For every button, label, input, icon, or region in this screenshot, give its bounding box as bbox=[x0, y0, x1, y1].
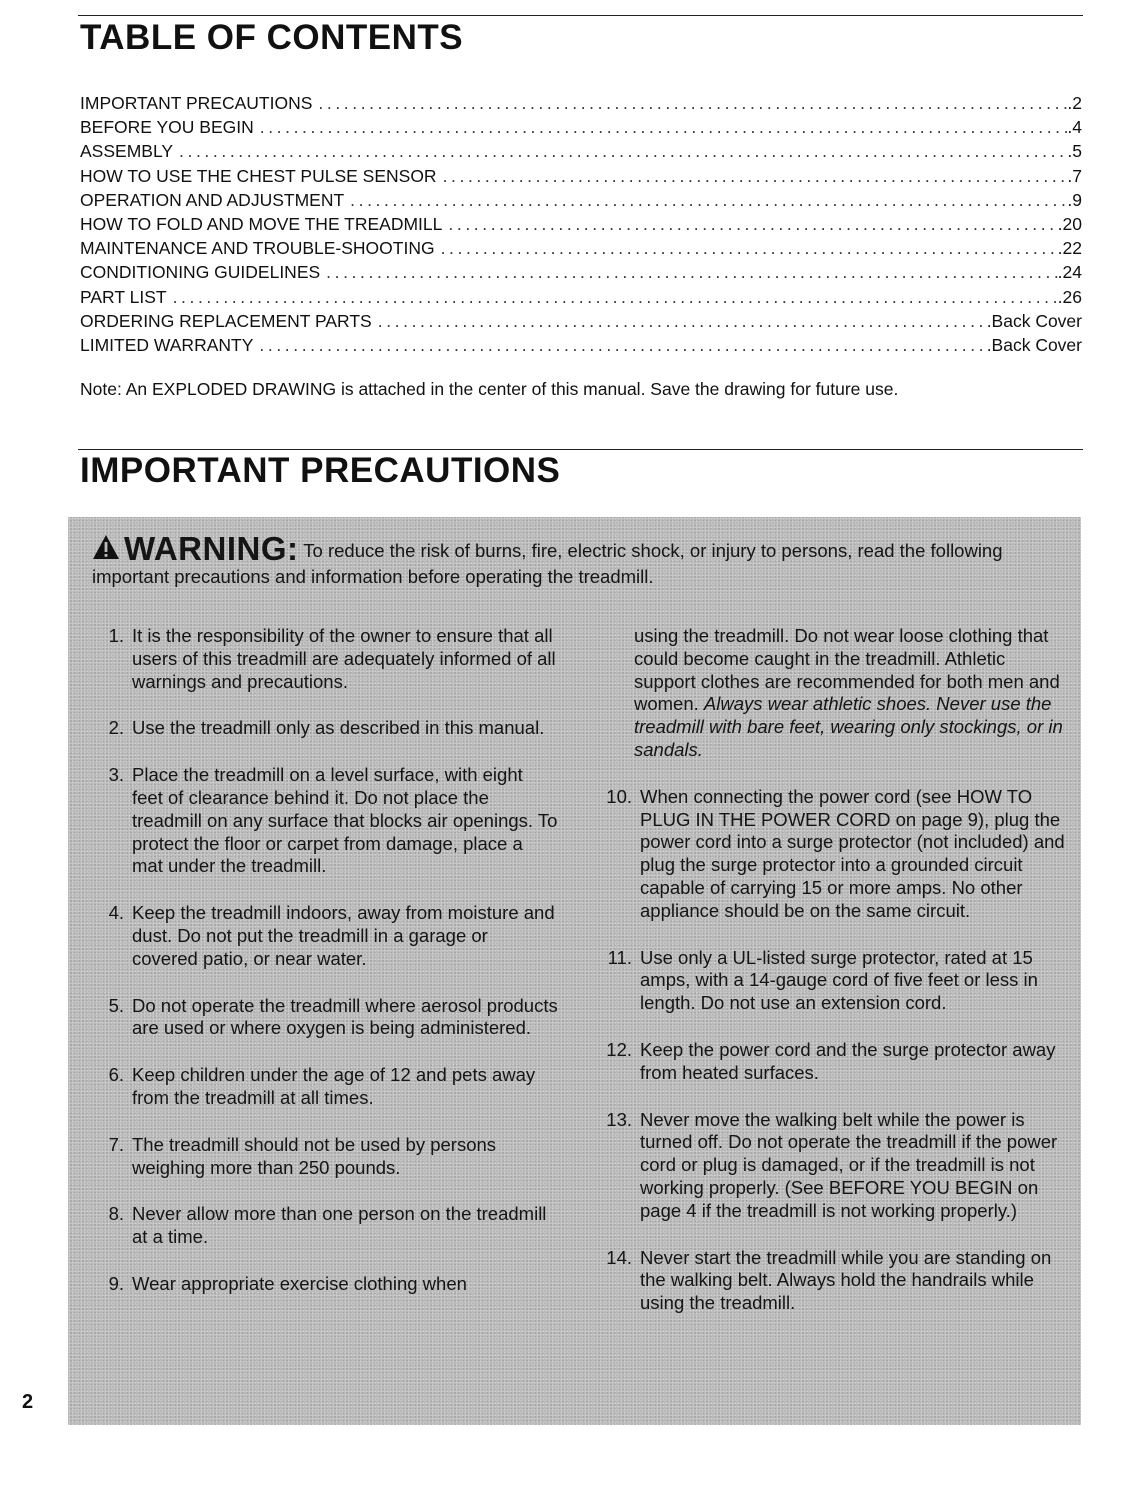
precaution-item-continued bbox=[580, 625, 1070, 762]
toc-leader bbox=[350, 188, 1067, 212]
toc-entry[interactable] bbox=[80, 139, 1082, 163]
toc-entry[interactable] bbox=[80, 115, 1082, 139]
precaution-item bbox=[78, 995, 558, 1041]
toc-entry-label: PART LIST bbox=[80, 286, 167, 307]
precaution-text: Never move the walking belt while the power is turned off. Do not operate the treadmill if the power cord or plug is damaged, or if the treadmill is not working properly. (See BEFORE YOU BEGIN on page 4 if the treadmill is not working properly.) bbox=[640, 1108, 1058, 1221]
toc-leader bbox=[259, 333, 986, 357]
toc-entry-label: BEFORE YOU BEGIN bbox=[80, 117, 254, 138]
toc-entry[interactable] bbox=[80, 333, 1082, 357]
precaution-item bbox=[580, 1039, 1070, 1085]
toc-entry-page: .Back Cover bbox=[986, 310, 1082, 331]
page-number: 2 bbox=[22, 1391, 34, 1413]
toc-entry-page: .2 bbox=[1067, 93, 1082, 113]
precaution-item bbox=[78, 625, 558, 693]
precaution-text: When connecting the power cord (see HOW TO PLUG IN THE POWER CORD on page 9), plug the power cord into a surge protector (not included) and plug the surge protector into a grounded circuit capable of carrying 15 or more amps. No other appliance should be on the same circuit. bbox=[640, 785, 1065, 921]
toc-entry[interactable] bbox=[80, 309, 1082, 333]
precaution-number: 5. bbox=[108, 994, 124, 1016]
precaution-text: It is the responsibility of the owner to ensure that all users of this treadmill are adequately informed of all warnings and precautions. bbox=[132, 625, 556, 692]
toc-entry-page: .4 bbox=[1067, 117, 1082, 138]
precaution-text: Never start the treadmill while you are standing on the walking belt. Always hold the handrails while using the treadmill. bbox=[640, 1246, 1052, 1314]
toc-leader bbox=[173, 285, 1058, 309]
precaution-text: Never allow more than one person on the treadmill at a time. bbox=[132, 1203, 547, 1248]
precautions-title: IMPORTANT PRECAUTIONS bbox=[80, 451, 561, 490]
precaution-item bbox=[78, 1134, 558, 1180]
toc-leader bbox=[448, 212, 1057, 236]
warning-text: To reduce the risk of burns, fire, electric shock, or injury to persons, read the following important precautions and information before operating the treadmill. bbox=[92, 540, 1003, 587]
toc-leader bbox=[441, 236, 1058, 260]
toc-entry-label: HOW TO USE THE CHEST PULSE SENSOR bbox=[80, 165, 437, 186]
precaution-number: 3. bbox=[108, 764, 124, 786]
toc-entry[interactable] bbox=[80, 236, 1082, 260]
precaution-item bbox=[580, 786, 1070, 923]
toc-title: TABLE OF CONTENTS bbox=[80, 18, 464, 57]
toc-entry-label: LIMITED WARRANTY bbox=[80, 334, 254, 355]
warning-header bbox=[92, 530, 1067, 588]
toc-entry-page: .Back Cover bbox=[986, 334, 1082, 355]
toc-entry[interactable] bbox=[80, 91, 1082, 115]
toc-leader bbox=[326, 260, 1058, 284]
toc-entry-label: ASSEMBLY bbox=[80, 141, 174, 162]
toc-entry-page: .24 bbox=[1057, 262, 1082, 283]
precaution-text: Keep the treadmill indoors, away from moisture and dust. Do not put the treadmill in a garage or covered patio, or near water. bbox=[132, 902, 555, 969]
toc-entry-label: IMPORTANT PRECAUTIONS bbox=[80, 93, 313, 113]
precaution-emphasis: Always wear athletic shoes. Never use the treadmill with bare feet, wearing only stockings, or in sandals. bbox=[634, 693, 1063, 760]
precaution-number: 2. bbox=[108, 717, 124, 739]
precaution-text: The treadmill should not be used by persons weighing more than 250 pounds. bbox=[132, 1133, 497, 1178]
toc-entry-page: .20 bbox=[1057, 213, 1082, 234]
toc-entry-label: MAINTENANCE AND TROUBLE-SHOOTING bbox=[80, 238, 435, 259]
precaution-text: Use the treadmill only as described in this manual. bbox=[132, 717, 545, 739]
warning-box bbox=[68, 517, 1081, 1425]
toc-entry-page: .26 bbox=[1057, 286, 1082, 307]
precaution-number: 10. bbox=[606, 785, 632, 807]
precaution-number: 9. bbox=[108, 1272, 124, 1294]
toc-entry[interactable] bbox=[80, 260, 1082, 284]
precaution-item bbox=[78, 1273, 558, 1296]
toc-entry-page: .9 bbox=[1067, 189, 1082, 210]
warning-triangle-icon bbox=[92, 534, 120, 565]
precaution-item bbox=[78, 717, 558, 740]
precaution-number: 6. bbox=[108, 1064, 124, 1086]
precaution-number: 12. bbox=[606, 1038, 632, 1060]
precaution-item bbox=[580, 1109, 1070, 1223]
section-rule bbox=[78, 449, 1083, 450]
precaution-number: 1. bbox=[108, 625, 124, 646]
toc-leader bbox=[260, 115, 1068, 139]
toc-entry[interactable] bbox=[80, 212, 1082, 236]
precaution-text: Place the treadmill on a level surface, with eight feet of clearance behind it. Do not place the treadmill on any surface that blocks air openings. To protect the floor or carpet from damage, place a mat under the treadmill. bbox=[132, 764, 558, 877]
precaution-item bbox=[580, 947, 1070, 1015]
precaution-item bbox=[78, 1064, 558, 1110]
precaution-number: 13. bbox=[606, 1108, 632, 1130]
toc-entry[interactable] bbox=[80, 285, 1082, 309]
toc-leader bbox=[443, 164, 1068, 188]
toc-entry-page: .22 bbox=[1057, 238, 1082, 259]
precaution-number: 8. bbox=[108, 1203, 124, 1225]
toc-entry-label: CONDITIONING GUIDELINES bbox=[80, 262, 321, 283]
toc-leader bbox=[318, 91, 1067, 115]
precaution-item bbox=[78, 764, 558, 878]
precaution-text: Keep the power cord and the surge protector away from heated surfaces. bbox=[640, 1038, 1056, 1083]
toc-list bbox=[80, 91, 1082, 357]
exploded-drawing-note: Note: An EXPLODED DRAWING is attached in the center of this manual. Save the drawing for future use. bbox=[80, 379, 899, 399]
toc-leader bbox=[179, 139, 1067, 163]
warning-title: WARNING: bbox=[124, 530, 299, 567]
precautions-right-column bbox=[580, 625, 1070, 1339]
toc-entry-label: HOW TO FOLD AND MOVE THE TREADMILL bbox=[80, 213, 443, 234]
top-rule bbox=[78, 15, 1083, 16]
toc-entry-page: .5 bbox=[1067, 141, 1082, 162]
toc-leader bbox=[378, 309, 987, 333]
precaution-number: 4. bbox=[108, 902, 124, 924]
precaution-text: Use only a UL-listed surge protector, rated at 15 amps, with a 14-gauge cord of five feet or less in length. Do not use an extension cord. bbox=[640, 946, 1038, 1014]
toc-entry-label: OPERATION AND ADJUSTMENT bbox=[80, 189, 345, 210]
precaution-number: 14. bbox=[606, 1246, 632, 1268]
toc-entry-label: ORDERING REPLACEMENT PARTS bbox=[80, 310, 372, 331]
precaution-text: using the treadmill. Do not wear loose clothing that could become caught in the treadmill. Athletic support clothes are recommended for both men and women. bbox=[634, 625, 1060, 715]
precaution-number: 7. bbox=[108, 1133, 124, 1155]
toc-entry[interactable] bbox=[80, 164, 1082, 188]
toc-entry[interactable] bbox=[80, 188, 1082, 212]
precaution-text: Keep children under the age of 12 and pets away from the treadmill at all times. bbox=[132, 1064, 536, 1108]
toc-entry-page: .7 bbox=[1067, 165, 1082, 186]
precautions-left-column bbox=[78, 625, 558, 1320]
precaution-text: Do not operate the treadmill where aerosol products are used or where oxygen is being administered. bbox=[132, 994, 558, 1039]
precaution-item bbox=[78, 1203, 558, 1249]
precaution-text: Wear appropriate exercise clothing when bbox=[132, 1272, 467, 1294]
precaution-number: 11. bbox=[607, 946, 632, 968]
precaution-item bbox=[580, 1247, 1070, 1315]
precaution-item bbox=[78, 902, 558, 970]
